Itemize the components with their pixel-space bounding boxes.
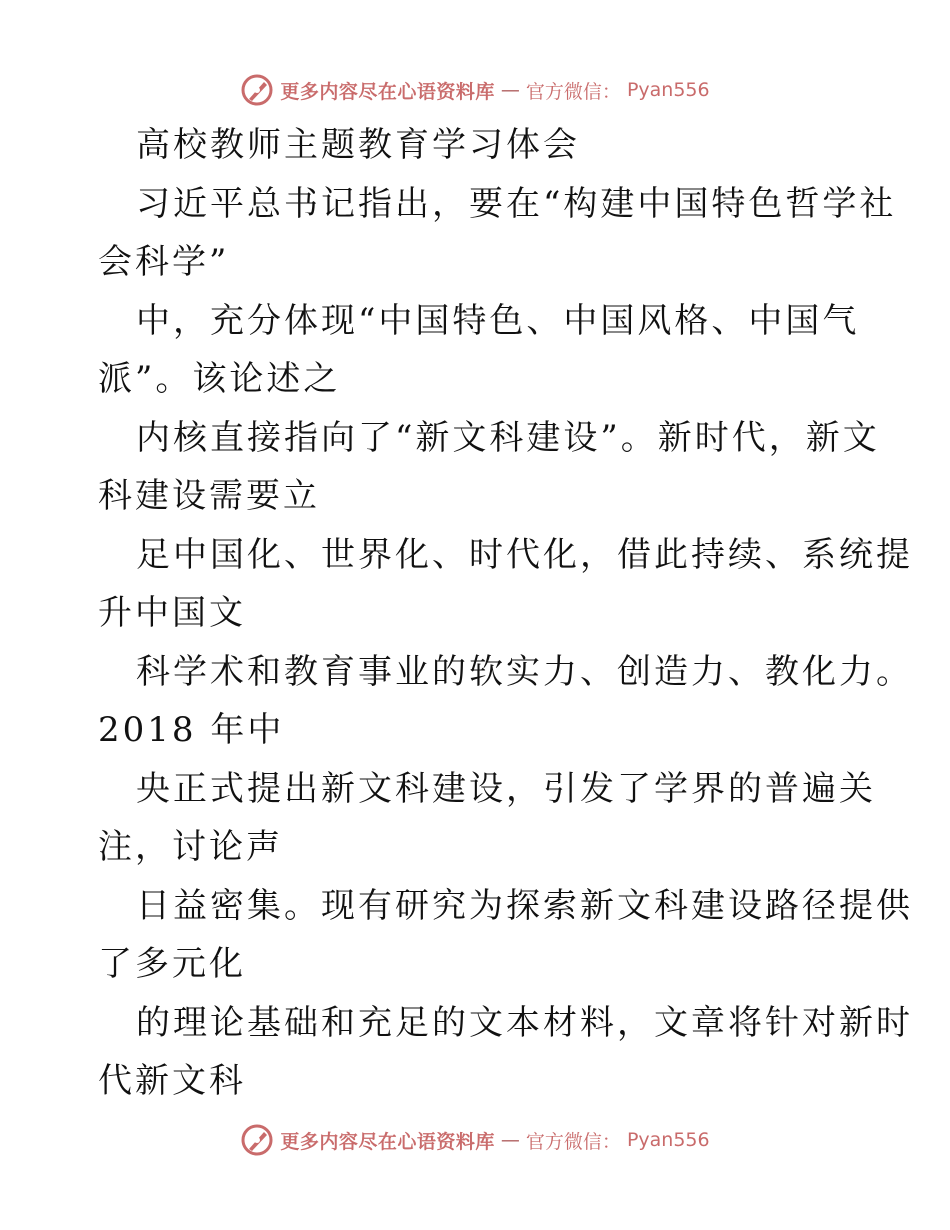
text-line: 了多元化: [98, 944, 246, 984]
text-line: 央正式提出新文科建设，引发了学界的普遍关: [136, 768, 876, 809]
watermark-separator: —: [500, 1129, 520, 1151]
watermark-brand: 更多内容尽在心语资料库: [280, 1130, 495, 1153]
watermark-handle: Pyan556: [626, 79, 710, 101]
watermark-contact: 官方微信：: [525, 1130, 621, 1153]
header-watermark: [0, 70, 950, 110]
text-line: 日益密集。现有研究为探索新文科建设路径提供: [136, 885, 913, 926]
text-line: 内核直接指向了“新文科建设”。新时代，新文: [136, 417, 880, 458]
footer-watermark: [0, 1120, 950, 1160]
text-line: 足中国化、世界化、时代化，借此持续、系统提: [136, 534, 913, 575]
text-line: 习近平总书记指出，要在“构建中国特色哲学社: [136, 183, 897, 224]
text-line: 升中国文: [98, 593, 246, 633]
text-line: 2018 年中: [98, 710, 285, 750]
text-line: 派”。该论述之: [98, 359, 341, 399]
text-line: 代新文科: [98, 1061, 246, 1101]
text-line: 科学术和教育事业的软实力、创造力、教化力。: [136, 651, 913, 692]
watermark-handle: Pyan556: [626, 1129, 710, 1151]
text-line: 科建设需要立: [98, 476, 320, 516]
document-body: [98, 116, 913, 1111]
pen-logo-icon: [240, 1123, 274, 1157]
text-line: 的理论基础和充足的文本材料，文章将针对新时: [136, 1002, 913, 1043]
text-line: 会科学”: [98, 242, 230, 282]
watermark-contact: 官方微信：: [525, 80, 621, 103]
text-line: 注，讨论声: [98, 827, 283, 867]
text-line: 中，充分体现“中国特色、中国风格、中国气: [136, 300, 860, 341]
pen-logo-icon: [240, 73, 274, 107]
watermark-brand: 更多内容尽在心语资料库: [280, 80, 495, 103]
document-title: 高校教师主题教育学习体会: [136, 125, 580, 165]
watermark-separator: —: [500, 79, 520, 101]
